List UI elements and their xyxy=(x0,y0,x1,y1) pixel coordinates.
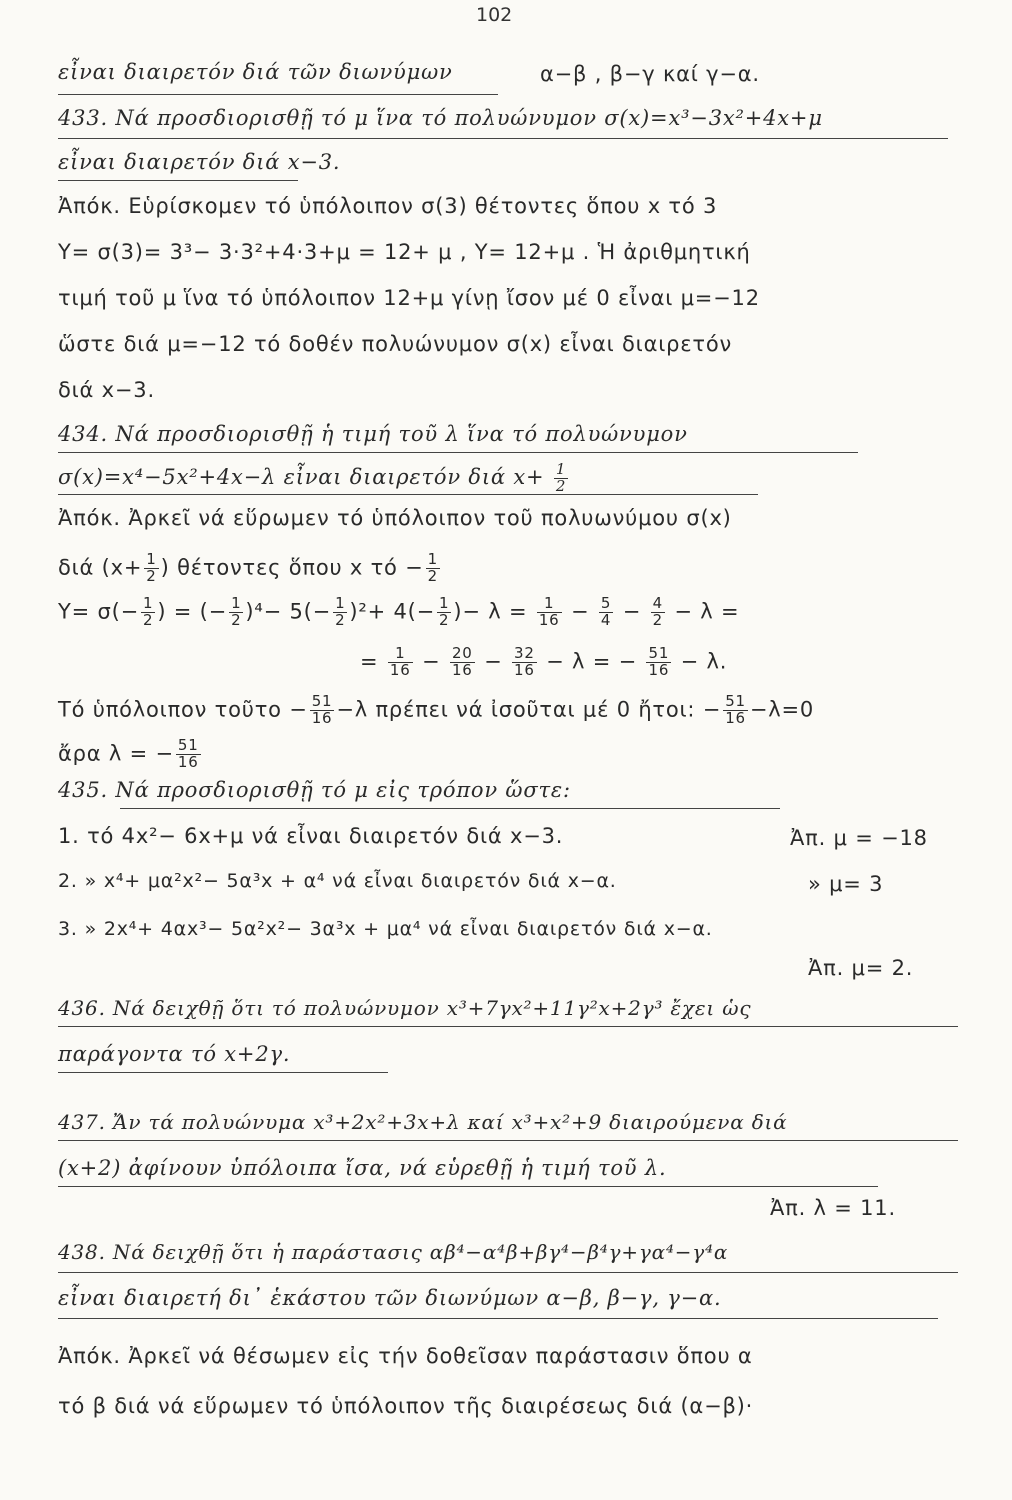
fraction: $\frac{1}{2}$ xyxy=(427,550,438,585)
line-01: εἶναι διαιρετόν διά τῶν διωνύμων xyxy=(58,60,453,84)
solution-438-line2: τό β διά νά εὕρωμεν τό ὑπόλοιπον τῆς διαιρέσεως διά (α−β)· xyxy=(58,1394,754,1418)
underline xyxy=(58,494,758,495)
fraction: $\frac{5}{4}$ xyxy=(600,594,612,629)
underline xyxy=(58,1186,878,1187)
answer-437: Ἀπ. λ = 11. xyxy=(770,1196,896,1220)
solution-433-line2: Υ= σ(3)= 3³− 3·3²+4·3+μ = 12+ μ , Υ= 12+μ . Ἡ ἀριθμητική xyxy=(58,240,751,264)
problem-435-3: 3. » 2x⁴+ 4αx³− 5α²x²− 3α³x + μα⁴ νά εἶναι διαιρετόν διά x−α. xyxy=(58,918,713,940)
problem-433-end: εἶναι διαιρετόν διά x−3. xyxy=(58,150,341,174)
problem-437: 437. Ἄν τά πολυώνυμα x³+2x²+3x+λ καί x³+x²+9 διαιρούμενα διά xyxy=(58,1110,788,1134)
solution-434-line5: Τό ὑπόλοιπον τοῦτο − $\frac{51}{16}$ −λ πρέπει νά ἰσοῦται μέ 0 ἤτοι: − $\frac{51}{16}$ −λ=0 xyxy=(58,692,815,727)
fraction-one-half: $\frac{1}{2}$ xyxy=(555,460,567,495)
solution-434-line3: Υ= σ(− $\frac{1}{2}$ ) = (− $\frac{1}{2}$ )⁴− 5(− $\frac{1}{2}$ )²+ 4(− $\frac{1}{2}$ )− λ = $\frac{1}{16}$ − $\frac{5}{4}$ − $\frac{4}{2}$ − λ = xyxy=(58,594,740,629)
problem-434: 434. Νά προσδιορισθῇ ἡ τιμή τοῦ λ ἵνα τό πολυώνυμον xyxy=(58,422,688,446)
problem-434-line2 xyxy=(58,462,578,495)
problem-435: 435. Νά προσδιορισθῇ τό μ εἰς τρόπον ὥστε: xyxy=(58,778,571,802)
fraction: $\frac{1}{2}$ xyxy=(335,594,346,629)
underline xyxy=(58,1072,388,1073)
answer-435-2: » μ= 3 xyxy=(808,872,884,896)
solution-433-line1: Ἀπόκ. Εὑρίσκομεν τό ὑπόλοιπον σ(3) θέτοντες ὅπου x τό 3 xyxy=(58,194,718,218)
problem-437-end: (x+2) ἀφίνουν ὑπόλοιπα ἴσα, νά εὑρεθῇ ἡ τιμή τοῦ λ. xyxy=(58,1156,667,1180)
answer-435-3: Ἀπ. μ= 2. xyxy=(808,956,914,980)
underline xyxy=(58,1272,958,1273)
problem-438-end: εἶναι διαιρετή δι᾽ ἑκάστου τῶν διωνύμων α−β, β−γ, γ−α. xyxy=(58,1286,722,1310)
problem-435-2: 2. » x⁴+ μα²x²− 5α³x + α⁴ νά εἶναι διαιρετόν διά x−α. xyxy=(58,870,617,892)
solution-438-line1: Ἀπόκ. Ἀρκεῖ νά θέσωμεν εἰς τήν δοθεῖσαν παράστασιν ὅπου α xyxy=(58,1344,753,1368)
problem-433: 433. Νά προσδιορισθῇ τό μ ἵνα τό πολυώνυμον σ(x)=x³−3x²+4x+μ xyxy=(58,106,823,130)
problem-436: 436. Νά δειχθῇ ὅτι τό πολυώνυμον x³+7γx²+11γ²x+2γ³ ἔχει ὡς xyxy=(58,996,752,1020)
underline xyxy=(58,138,948,139)
fraction: $\frac{51}{16}$ xyxy=(311,692,333,727)
solution-433-line3: τιμή τοῦ μ ἵνα τό ὑπόλοιπον 12+μ γίνῃ ἴσον μέ 0 εἶναι μ=−12 xyxy=(58,286,760,310)
fraction: $\frac{32}{16}$ xyxy=(513,644,535,679)
underline xyxy=(58,452,858,453)
problem-436-end: παράγοντα τό x+2γ. xyxy=(58,1042,291,1066)
fraction: $\frac{1}{2}$ xyxy=(439,594,450,629)
fraction: $\frac{1}{16}$ xyxy=(538,594,560,629)
solution-434-answer: ἄρα λ = − $\frac{51}{16}$ xyxy=(58,736,199,771)
underline xyxy=(120,808,780,809)
fraction: $\frac{1}{16}$ xyxy=(389,644,411,679)
fraction: $\frac{1}{2}$ xyxy=(146,550,157,585)
fraction: $\frac{51}{16}$ xyxy=(648,644,670,679)
problem-435-1: 1. τό 4x²− 6x+μ νά εἶναι διαιρετόν διά x−3. xyxy=(58,824,564,848)
underline xyxy=(58,1140,958,1141)
underline xyxy=(58,1318,938,1319)
solution-434-line4: = $\frac{1}{16}$ − $\frac{20}{16}$ − $\frac{32}{16}$ − λ = − $\frac{51}{16}$ − λ. xyxy=(360,644,728,679)
underline xyxy=(58,94,498,95)
line-01-binomials: α−β , β−γ καί γ−α. xyxy=(540,62,760,86)
fraction: $\frac{20}{16}$ xyxy=(451,644,473,679)
underline xyxy=(58,180,298,181)
fraction: $\frac{51}{16}$ xyxy=(177,736,199,771)
fraction: $\frac{51}{16}$ xyxy=(725,692,746,727)
underline xyxy=(58,1026,958,1027)
solution-433-line5: διά x−3. xyxy=(58,378,155,402)
fraction: $\frac{1}{2}$ xyxy=(143,594,154,629)
solution-433-line4: ὥστε διά μ=−12 τό δοθέν πολυώνυμον σ(x) εἶναι διαιρετόν xyxy=(58,332,733,356)
page-number: 102 xyxy=(476,4,513,26)
solution-434-line2: διά (x+ $\frac{1}{2}$ ) θέτοντες ὅπου x τό − $\frac{1}{2}$ xyxy=(58,550,438,585)
solution-434-line1: Ἀπόκ. Ἀρκεῖ νά εὕρωμεν τό ὑπόλοιπον τοῦ πολυωνύμου σ(x) xyxy=(58,506,732,530)
fraction: $\frac{1}{2}$ xyxy=(231,594,242,629)
problem-434-expr: σ(x)=x⁴−5x²+4x−λ εἶναι διαιρετόν διά x+ xyxy=(58,464,545,489)
fraction: $\frac{4}{2}$ xyxy=(652,594,663,629)
answer-435-1: Ἀπ. μ = −18 xyxy=(790,826,928,850)
problem-438: 438. Νά δειχθῇ ὅτι ἡ παράστασις αβ⁴−α⁴β+βγ⁴−β⁴γ+γα⁴−γ⁴α xyxy=(58,1240,729,1264)
